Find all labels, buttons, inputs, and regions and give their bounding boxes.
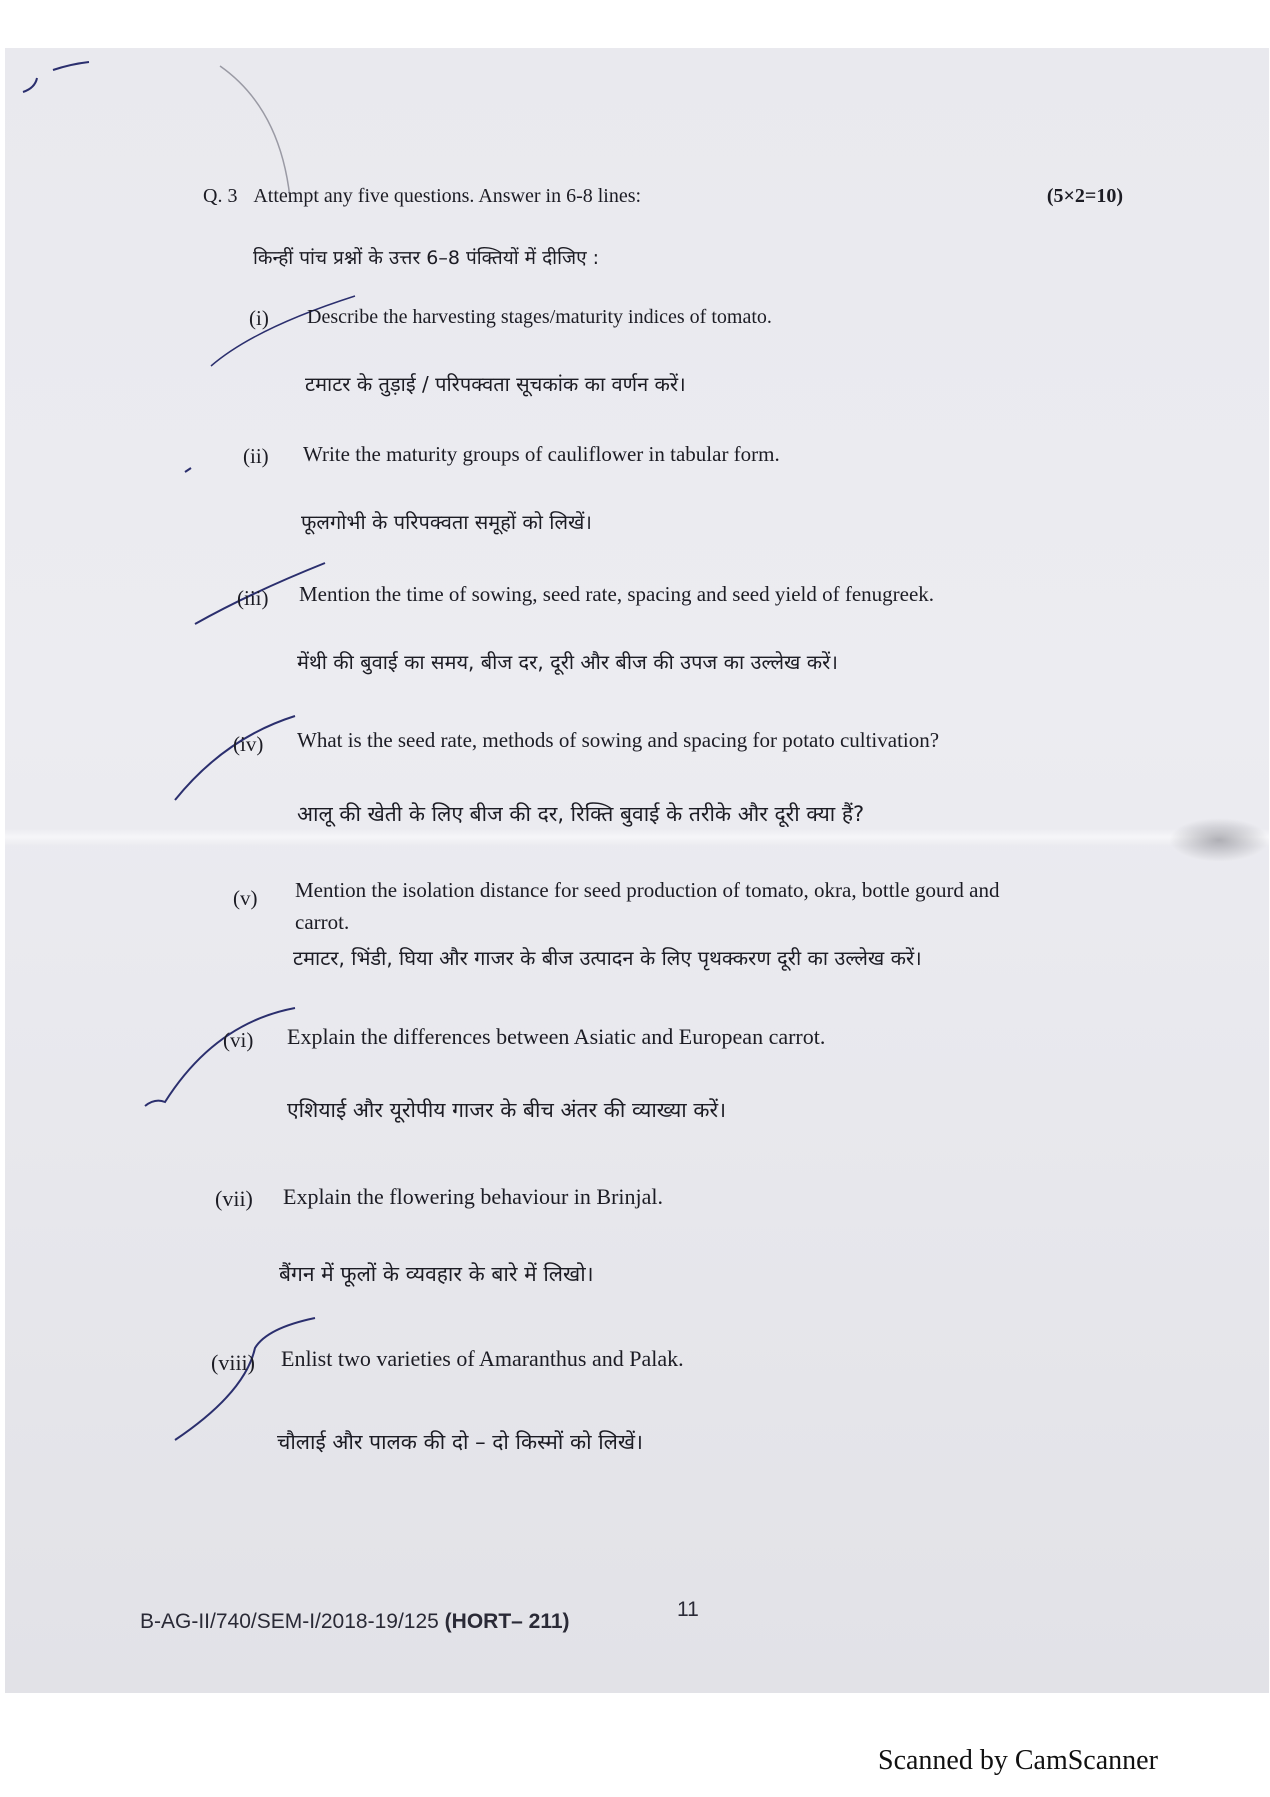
item-text-en: Explain the differences between Asiatic and European carrot.: [287, 1024, 826, 1049]
item-text-en: Describe the harvesting stages/maturity indices of tomato.: [307, 306, 772, 328]
course-code: (HORT– 211): [444, 1610, 570, 1633]
item-number: (v): [233, 886, 258, 910]
question-header: [203, 185, 1123, 208]
item-text-en-continued: carrot.: [295, 910, 350, 934]
paper-fold: [5, 828, 1269, 846]
item-text-en: Write the maturity groups of cauliflower in tabular form.: [303, 442, 780, 466]
question-number: Q. 3: [203, 185, 238, 207]
ink-smudge: [1169, 818, 1269, 862]
question-instruction-hi: किन्हीं पांच प्रश्नों के उत्तर 6–8 पंक्तियों में दीजिए :: [253, 247, 600, 269]
pen-tick-vi: [145, 1008, 295, 1106]
item-text-hi: टमाटर, भिंडी, घिया और गाजर के बीज उत्पादन के लिए पृथक्करण दूरी का उल्लेख करें।: [293, 946, 922, 970]
paper-code: [140, 1610, 570, 1634]
pen-tick-corner: [23, 62, 89, 92]
item-number: (iv): [233, 732, 264, 756]
question-marks: (5×2=10): [1046, 185, 1123, 207]
item-number: (vi): [223, 1028, 254, 1052]
paper-curl-line: [220, 66, 290, 198]
pen-tick-viii: [175, 1318, 315, 1440]
item-text-en: Mention the time of sowing, seed rate, spacing and seed yield of fenugreek.: [299, 582, 935, 606]
scanned-paper: [5, 48, 1269, 1693]
item-text-en: What is the seed rate, methods of sowing and spacing for potato cultivation?: [297, 728, 940, 752]
item-text-en: Enlist two varieties of Amaranthus and Palak.: [281, 1346, 684, 1371]
item-number: (viii): [211, 1350, 255, 1375]
item-number: (ii): [243, 444, 269, 468]
item-number: (iii): [237, 586, 269, 610]
item-text-hi: फूलगोभी के परिपक्वता समूहों को लिखें।: [301, 510, 592, 534]
pen-tick-ii: [185, 468, 191, 472]
item-text-en: Explain the flowering behaviour in Brinjal.: [283, 1184, 664, 1209]
item-text-hi: मेंथी की बुवाई का समय, बीज दर, दूरी और बीज की उपज का उल्लेख करें।: [297, 650, 838, 674]
item-number: (vii): [215, 1186, 253, 1211]
pen-tick-iv: [175, 716, 295, 800]
item-text-hi: बैंगन में फूलों के व्यवहार के बारे में लिखो।: [279, 1262, 594, 1286]
item-text-hi: आलू की खेती के लिए बीज की दर, रिक्ति बुवाई के तरीके और दूरी क्या हैं?: [297, 802, 865, 826]
paper-code-text: B-AG-II/740/SEM-I/2018-19/125: [140, 1610, 439, 1633]
item-text-en: Mention the isolation distance for seed production of tomato, okra, bottle gourd and: [295, 878, 1000, 902]
question-instruction-en: Attempt any five questions. Answer in 6-8 lines:: [253, 185, 642, 207]
item-number: (i): [249, 306, 269, 330]
item-text-hi: एशियाई और यूरोपीय गाजर के बीच अंतर की व्याख्या करें।: [287, 1098, 727, 1122]
page-number: 11: [677, 1598, 699, 1621]
item-text-hi: टमाटर के तुड़ाई / परिपक्वता सूचकांक का वर्णन करें।: [305, 372, 686, 396]
scanner-watermark: Scanned by CamScanner: [878, 1745, 1158, 1776]
item-text-hi: चौलाई और पालक की दो – दो किस्मों को लिखें।: [277, 1430, 644, 1454]
